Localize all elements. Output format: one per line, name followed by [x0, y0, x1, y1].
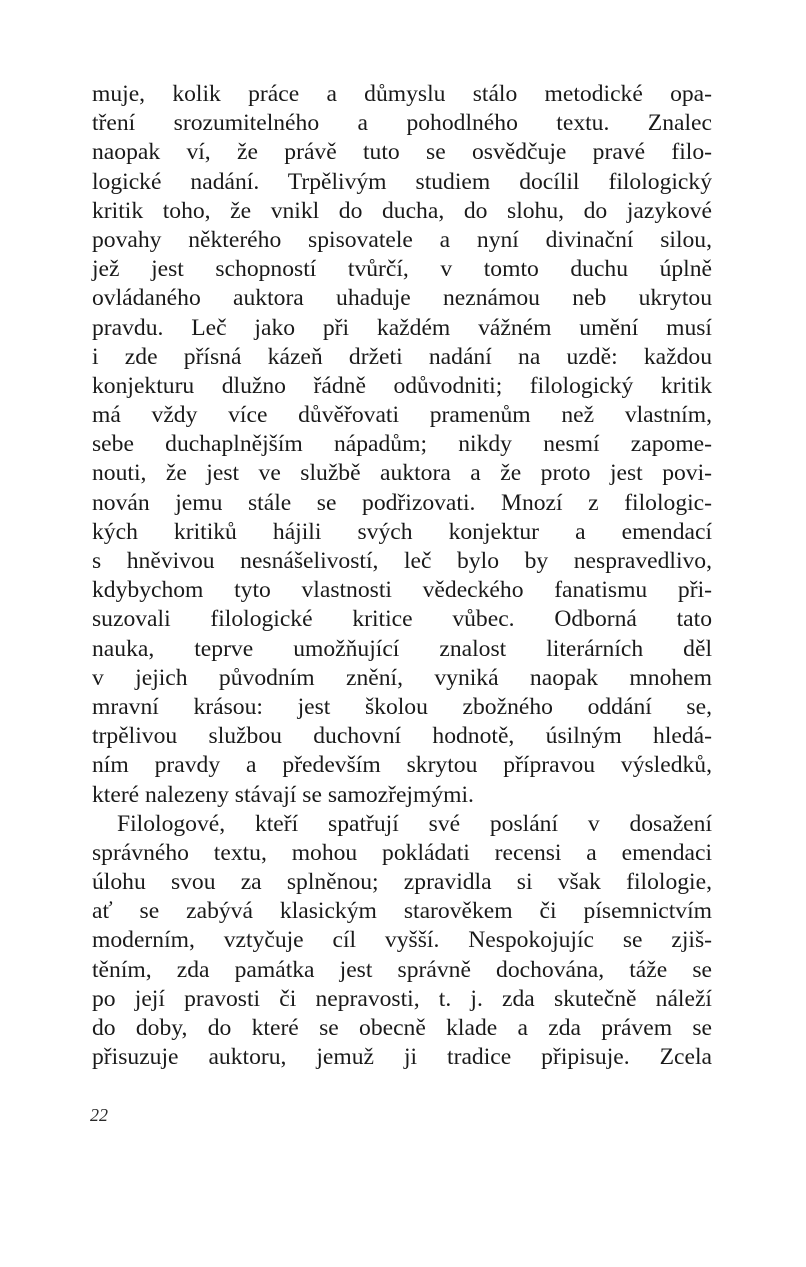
text-line: pravdu. Leč jako při každém vážném umění musí	[92, 314, 712, 341]
text-line: Filologové, kteří spatřují své poslání v dosažení	[117, 810, 712, 837]
text-line: těním, zda památka jest správně dochována, táže se	[92, 956, 712, 983]
text-line: ať se zabývá klasickým starověkem či písemnictvím	[92, 898, 712, 925]
text-line: kritik toho, že vnikl do ducha, do slohu, do jazykové	[92, 197, 712, 224]
text-line: ovládaného auktora uhaduje neznámou neb ukrytou	[92, 285, 712, 312]
text-line: které nalezeny stávají se samozřejmými.	[92, 781, 474, 808]
page-number: 22	[90, 1105, 108, 1125]
text-line: mravní krásou: jest školou zbožného oddání se,	[92, 693, 712, 720]
text-line: muje, kolik práce a důmyslu stálo metodické opa-	[92, 81, 712, 107]
text-line: trpělivou službou duchovní hodnotě, úsilným hledá-	[92, 723, 712, 750]
text-line: v jejich původním znění, vyniká naopak mnohem	[92, 664, 712, 691]
text-line: po její pravosti či nepravosti, t. j. zda skutečně náleží	[92, 985, 712, 1012]
text-line: kých kritiků hájili svých konjektur a emendací	[92, 518, 712, 545]
paragraph-1	[92, 80, 712, 810]
text-line: nauka, teprve umožňující znalost literárních děl	[92, 635, 712, 662]
body-text	[92, 80, 712, 1072]
text-line: naopak ví, že právě tuto se osvědčuje pravé filo-	[92, 139, 712, 166]
text-line: i zde přísná kázeň držeti nadání na uzdě: každou	[92, 343, 712, 370]
text-line: konjekturu dlužno řádně odůvodniti; filologický kritik	[92, 372, 712, 399]
text-line: nouti, že jest ve službě auktora a že proto jest povi-	[92, 460, 712, 487]
text-line: sebe duchaplnějším nápadům; nikdy nesmí zapome-	[92, 431, 712, 458]
text-line: kdybychom tyto vlastnosti vědeckého fanatismu při-	[92, 577, 712, 604]
text-line: do doby, do které se obecně klade a zda právem se	[92, 1015, 712, 1041]
text-line: nován jemu stále se podřizovati. Mnozí z filologic-	[92, 489, 712, 516]
text-line: správného textu, mohou pokládati recensi a emendaci	[92, 839, 712, 866]
paragraph-2	[92, 810, 712, 1073]
text-line: ním pravdy a především skrytou přípravou výsledků,	[92, 752, 712, 779]
text-line: má vždy více důvěřovati pramenům než vlastním,	[92, 402, 712, 429]
text-line: úlohu svou za splněnou; zpravidla si však filologie,	[92, 869, 712, 896]
text-line: logické nadání. Trpělivým studiem docílil filologický	[92, 168, 712, 195]
text-line: moderním, vztyčuje cíl vyšší. Nespokojujíc se zjiš-	[92, 927, 712, 954]
text-line: suzovali filologické kritice vůbec. Odborná tato	[92, 606, 712, 633]
text-line: jež jest schopností tvůrčí, v tomto duchu úplně	[92, 256, 712, 283]
text-line: tření srozumitelného a pohodlného textu. Znalec	[92, 110, 712, 137]
text-line: povahy některého spisovatele a nyní divinační silou,	[92, 226, 712, 253]
text-line: s hněvivou nesnášelivostí, leč bylo by nespravedlivo,	[92, 548, 712, 574]
text-line: přisuzuje auktoru, jemuž ji tradice připisuje. Zcela	[92, 1044, 712, 1071]
